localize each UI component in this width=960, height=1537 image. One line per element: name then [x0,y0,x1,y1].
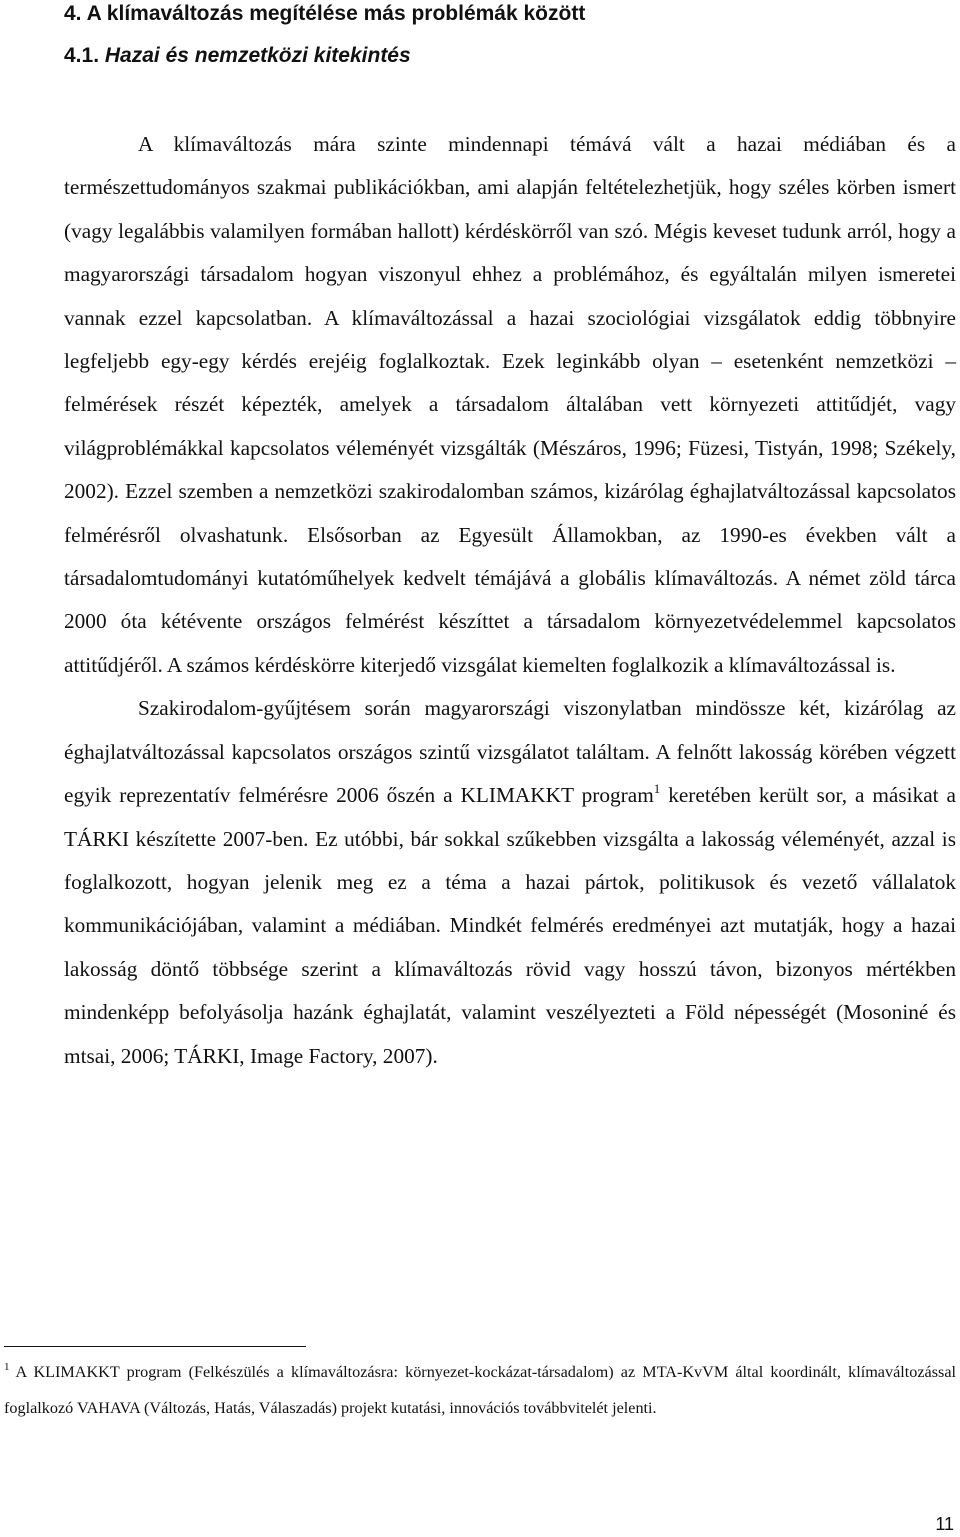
section-title: A klímaváltozás megítélése más problémák között [86,2,586,25]
section-heading [64,2,585,26]
footnote-marker: 1 [4,1361,10,1373]
paragraph-1: A klímaváltozás mára szinte mindennapi témává vált a hazai médiában és a természettudományos szakmai publikációkban, ami alapján feltételezhetjük, hogy széles körben ismert (vagy legalábbis valamilyen formában hallott) kérdéskörről van szó. Mégis keveset tudunk arról, hogy a magyarországi társadalom hogyan viszonyul ehhez a problémához, és egyáltalán milyen ismeretei vannak ezzel kapcsolatban. A klímaváltozással a hazai szociológiai vizsgálatok eddig többnyire legfeljebb egy-egy kérdés erejéig foglalkoztak. Ezek leginkább olyan – esetenként nemzetközi – felmérések részét képezték, amelyek a társadalom általában vett környezeti attitűdjét, vagy világproblémákkal kapcsolatos véleményét vizsgálták (Mészáros, 1996; Füzesi, Tistyán, 1998; Székely, 2002). Ezzel szemben a nemzetközi szakirodalomban számos, kizárólag éghajlatváltozással kapcsolatos felmérésről olvashatunk. Elsősorban az Egyesült Államokban, az 1990-es években vált a társadalomtudományi kutatóműhelyek kedvelt témájává a globális klímaváltozás. A német zöld tárca 2000 óta kétévente országos felmérést készíttet a társadalom környezetvédelemmel kapcsolatos attitűdjéről. A számos kérdéskörre kiterjedő vizsgálat kiemelten foglalkozik a klímaváltozással is. [64,132,956,677]
subsection-title: Hazai és nemzetközi kitekintés [104,44,411,67]
footnote [4,1354,956,1426]
subsection-number: 4.1. [64,44,100,67]
footnote-separator [4,1346,306,1347]
subsection-heading [64,44,411,68]
body-text [64,123,956,1078]
paragraph-2-text-a: Szakirodalom-gyűjtésem során magyarországi viszonylatban mindössze két, kizárólag az éghajlatváltozással kapcsolatos országos szintű vizsgálatot találtam. A felnőtt lakosság körében végzett egyik reprezentatív felmérésre 2006 őszén a KLIMAKKT program [64,696,956,808]
footnote-reference[interactable]: 1 [653,781,661,797]
page-number: 11 [935,1514,954,1534]
paragraph-2-text-b: keretében került sor, a másikat a TÁRKI készítette 2007-ben. Ez utóbbi, bár sokkal szűkebben vizsgálta a lakosság véleményét, azzal is foglalkozott, hogyan jelenik meg ez a téma a hazai pártok, politikusok és vezető vállalatok kommunikációjában, valamint a médiában. Mindkét felmérés eredményei azt mutatják, hogy a hazai lakosság döntő többsége szerint a klímaváltozás rövid vagy hosszú távon, bizonyos mértékben mindenképp befolyásolja hazánk éghajlatát, valamint veszélyezteti a Föld népességét (Mosoniné és mtsai, 2006; TÁRKI, Image Factory, 2007). [64,783,956,1068]
footnote-text: A KLIMAKKT program (Felkészülés a klímaváltozásra: környezet-kockázat-társadalom) az MTA-KvVM által koordinált, klímaváltozással foglalkozó VAHAVA (Változás, Hatás, Válaszadás) projekt kutatási, innovációs továbbvitelét jelenti. [4,1363,956,1417]
section-number: 4. [64,2,82,25]
paragraph-2 [64,687,956,1078]
